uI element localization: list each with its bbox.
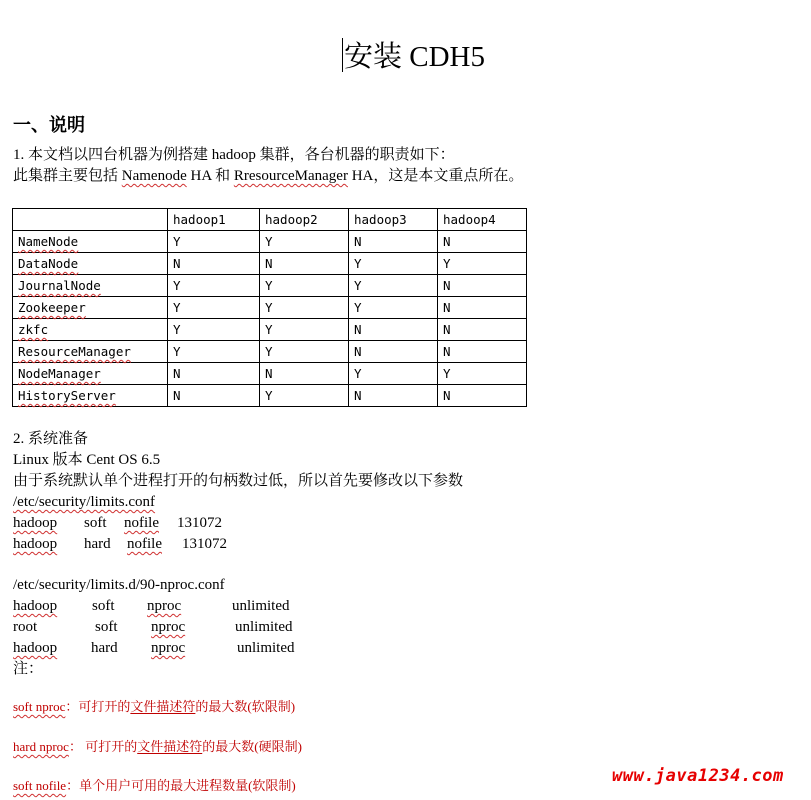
- note-soft-nproc: [13, 698, 295, 716]
- table-header-cell: [260, 209, 349, 231]
- note-soft-nofile: [13, 777, 296, 795]
- table-cell: [438, 231, 527, 253]
- table-cell: [349, 253, 438, 275]
- table-cell-text: N: [443, 234, 451, 249]
- nproc-value: unlimited: [232, 598, 290, 614]
- text-cursor: [342, 38, 343, 72]
- table-role-cell: [13, 297, 168, 319]
- note-underlined: 文件描述符: [137, 739, 203, 754]
- table-cell-text: NameNode: [18, 234, 79, 249]
- para2-suffix: HA，这是本文重点所在。: [347, 168, 524, 184]
- note-post: 的最大数(软限制): [195, 699, 296, 714]
- limits-item: nofile: [127, 536, 162, 552]
- limits-user: hadoop: [13, 536, 58, 552]
- limits-file-path: [13, 492, 155, 513]
- nproc-user: hadoop: [13, 598, 58, 614]
- note-post: 的最大数(硬限制): [202, 739, 302, 754]
- table-cell-text: hadoop4: [443, 212, 496, 227]
- table-row: [13, 231, 527, 253]
- table-cell-text: N: [443, 388, 451, 403]
- table-cell-text: Y: [265, 388, 273, 403]
- limits-type: soft: [84, 515, 107, 531]
- limits-row: [13, 513, 313, 534]
- table-cell: [168, 363, 260, 385]
- table-cell-text: Y: [173, 344, 181, 359]
- table-cell: [260, 319, 349, 341]
- table-cell-text: Y: [265, 234, 273, 249]
- nproc-type: soft: [95, 619, 118, 635]
- table-cell: [349, 319, 438, 341]
- table-header-cell: [168, 209, 260, 231]
- nproc-file-text: /etc/security/limits.d/90-nproc.conf: [13, 577, 225, 593]
- nproc-item: nproc: [151, 619, 186, 635]
- table-cell: [438, 363, 527, 385]
- table-cell: [168, 231, 260, 253]
- table-cell: [168, 275, 260, 297]
- table-cell-text: NodeManager: [18, 366, 101, 381]
- table-cell: [260, 363, 349, 385]
- table-cell: [438, 385, 527, 407]
- nproc-type: hard: [91, 640, 118, 656]
- nproc-row: [13, 617, 333, 638]
- nproc-item: nproc: [147, 598, 182, 614]
- table-cell-text: HistoryServer: [18, 388, 116, 403]
- nproc-user: hadoop: [13, 640, 58, 656]
- para2-resourcemanager: RresourceManager: [233, 168, 348, 184]
- table-cell: [168, 297, 260, 319]
- nproc-file-path: [13, 575, 225, 596]
- table-cell: [260, 253, 349, 275]
- para2-namenode: Namenode: [121, 168, 187, 184]
- table-cell-text: N: [443, 322, 451, 337]
- table-cell-text: Y: [354, 256, 362, 271]
- limits-item: nofile: [124, 515, 159, 531]
- table-cell-text: N: [173, 388, 181, 403]
- section2-heading: 2. 系统准备: [13, 431, 89, 447]
- nproc-type: soft: [92, 598, 115, 614]
- os-version: Linux 版本 Cent OS 6.5: [13, 452, 161, 468]
- nproc-value: unlimited: [235, 619, 293, 635]
- table-cell-text: N: [265, 256, 273, 271]
- table-cell: [349, 385, 438, 407]
- table-cell: [168, 341, 260, 363]
- table-cell: [349, 297, 438, 319]
- table-role-cell: [13, 319, 168, 341]
- table-cell: [438, 319, 527, 341]
- table-cell: [349, 231, 438, 253]
- table-cell-text: N: [443, 300, 451, 315]
- nproc-item: nproc: [151, 640, 186, 656]
- table-row: [13, 297, 527, 319]
- limits-file-text: /etc/security/limits.conf: [13, 494, 156, 510]
- table-header-cell: [13, 209, 168, 231]
- nproc-value: unlimited: [237, 640, 295, 656]
- note-key: hard nproc: [13, 739, 69, 754]
- table-cell: [260, 341, 349, 363]
- note-pre: ： 可打开的: [68, 739, 138, 754]
- watermark-logo: www.java1234.com: [612, 766, 784, 786]
- limits-type: hard: [84, 536, 111, 552]
- table-row: [13, 363, 527, 385]
- para2-prefix: 此集群主要包括: [13, 168, 122, 184]
- table-cell-text: N: [354, 388, 362, 403]
- table-header-cell: [438, 209, 527, 231]
- section1-heading: 一、说明: [13, 115, 85, 135]
- table-row: [13, 341, 527, 363]
- table-cell: [260, 297, 349, 319]
- table-cell-text: hadoop3: [354, 212, 407, 227]
- table-cell-text: N: [443, 278, 451, 293]
- section1-para2: [13, 166, 523, 187]
- table-cell-text: Y: [265, 300, 273, 315]
- table-cell: [168, 253, 260, 275]
- machine-roles-table: [12, 208, 527, 407]
- table-cell-text: JournalNode: [18, 278, 101, 293]
- para2-mid: HA 和: [186, 168, 234, 184]
- table-header-row: [13, 209, 527, 231]
- note-label: 注：: [13, 661, 44, 677]
- table-cell-text: Y: [354, 300, 362, 315]
- nproc-row: [13, 638, 333, 659]
- section2-intro: 由于系统默认单个进程打开的句柄数过低，所以首先要修改以下参数: [13, 473, 464, 489]
- note-underlined: 文件描述符: [130, 699, 196, 714]
- document-title: [342, 38, 485, 76]
- table-row: [13, 319, 527, 341]
- table-cell-text: Y: [173, 278, 181, 293]
- para1-text: 1. 本文档以四台机器为例搭建 hadoop 集群，各台机器的职责如下：: [13, 147, 455, 163]
- table-cell-text: DataNode: [18, 256, 79, 271]
- note-hard-nproc: [13, 738, 302, 756]
- table-cell: [260, 275, 349, 297]
- note-pre: ：单个用户可用的最大进程数量(软限制): [66, 778, 296, 793]
- section1-para1: [13, 145, 455, 166]
- nproc-row: [13, 596, 333, 617]
- table-header-cell: [349, 209, 438, 231]
- table-role-cell: [13, 341, 168, 363]
- table-cell: [260, 385, 349, 407]
- table-cell-text: hadoop1: [173, 212, 226, 227]
- nproc-user: root: [13, 619, 38, 635]
- table-row: [13, 275, 527, 297]
- table-cell: [349, 275, 438, 297]
- table-cell: [438, 275, 527, 297]
- table-cell: [438, 253, 527, 275]
- table-cell-text: Y: [354, 278, 362, 293]
- table-cell-text: Y: [265, 278, 273, 293]
- table-cell-text: Y: [173, 300, 181, 315]
- table-cell: [349, 363, 438, 385]
- table-cell-text: N: [354, 322, 362, 337]
- table-cell: [438, 341, 527, 363]
- table-cell: [168, 385, 260, 407]
- table-cell-text: Y: [265, 322, 273, 337]
- table-role-cell: [13, 231, 168, 253]
- note-key: soft nofile: [13, 778, 67, 793]
- table-role-cell: [13, 253, 168, 275]
- note-pre: ：可打开的: [65, 699, 131, 714]
- table-role-cell: [13, 385, 168, 407]
- table-role-cell: [13, 363, 168, 385]
- table-cell-text: N: [265, 366, 273, 381]
- table-cell-text: Y: [265, 344, 273, 359]
- table-cell: [260, 231, 349, 253]
- table-row: [13, 253, 527, 275]
- table-cell: [438, 297, 527, 319]
- table-cell-text: Y: [443, 256, 451, 271]
- table-cell-text: ResourceManager: [18, 344, 131, 359]
- table-cell-text: Y: [173, 234, 181, 249]
- limits-value: 131072: [177, 515, 222, 531]
- table-cell: [168, 319, 260, 341]
- table-role-cell: [13, 275, 168, 297]
- limits-user: hadoop: [13, 515, 58, 531]
- table-cell-text: Zookeeper: [18, 300, 86, 315]
- limits-row: [13, 534, 313, 555]
- table-cell-text: zkfc: [18, 322, 49, 337]
- table-cell-text: N: [443, 344, 451, 359]
- table-row: [13, 385, 527, 407]
- limits-value: 131072: [182, 536, 227, 552]
- note-key: soft nproc: [13, 699, 66, 714]
- table-cell-text: N: [173, 366, 181, 381]
- table-cell-text: hadoop2: [265, 212, 318, 227]
- table-cell-text: N: [173, 256, 181, 271]
- table-cell-text: Y: [354, 366, 362, 381]
- table-cell-text: N: [354, 344, 362, 359]
- table-cell-text: Y: [443, 366, 451, 381]
- table-cell-text: Y: [173, 322, 181, 337]
- title-text: 安装 CDH5: [344, 41, 485, 73]
- table-cell: [349, 341, 438, 363]
- table-cell-text: N: [354, 234, 362, 249]
